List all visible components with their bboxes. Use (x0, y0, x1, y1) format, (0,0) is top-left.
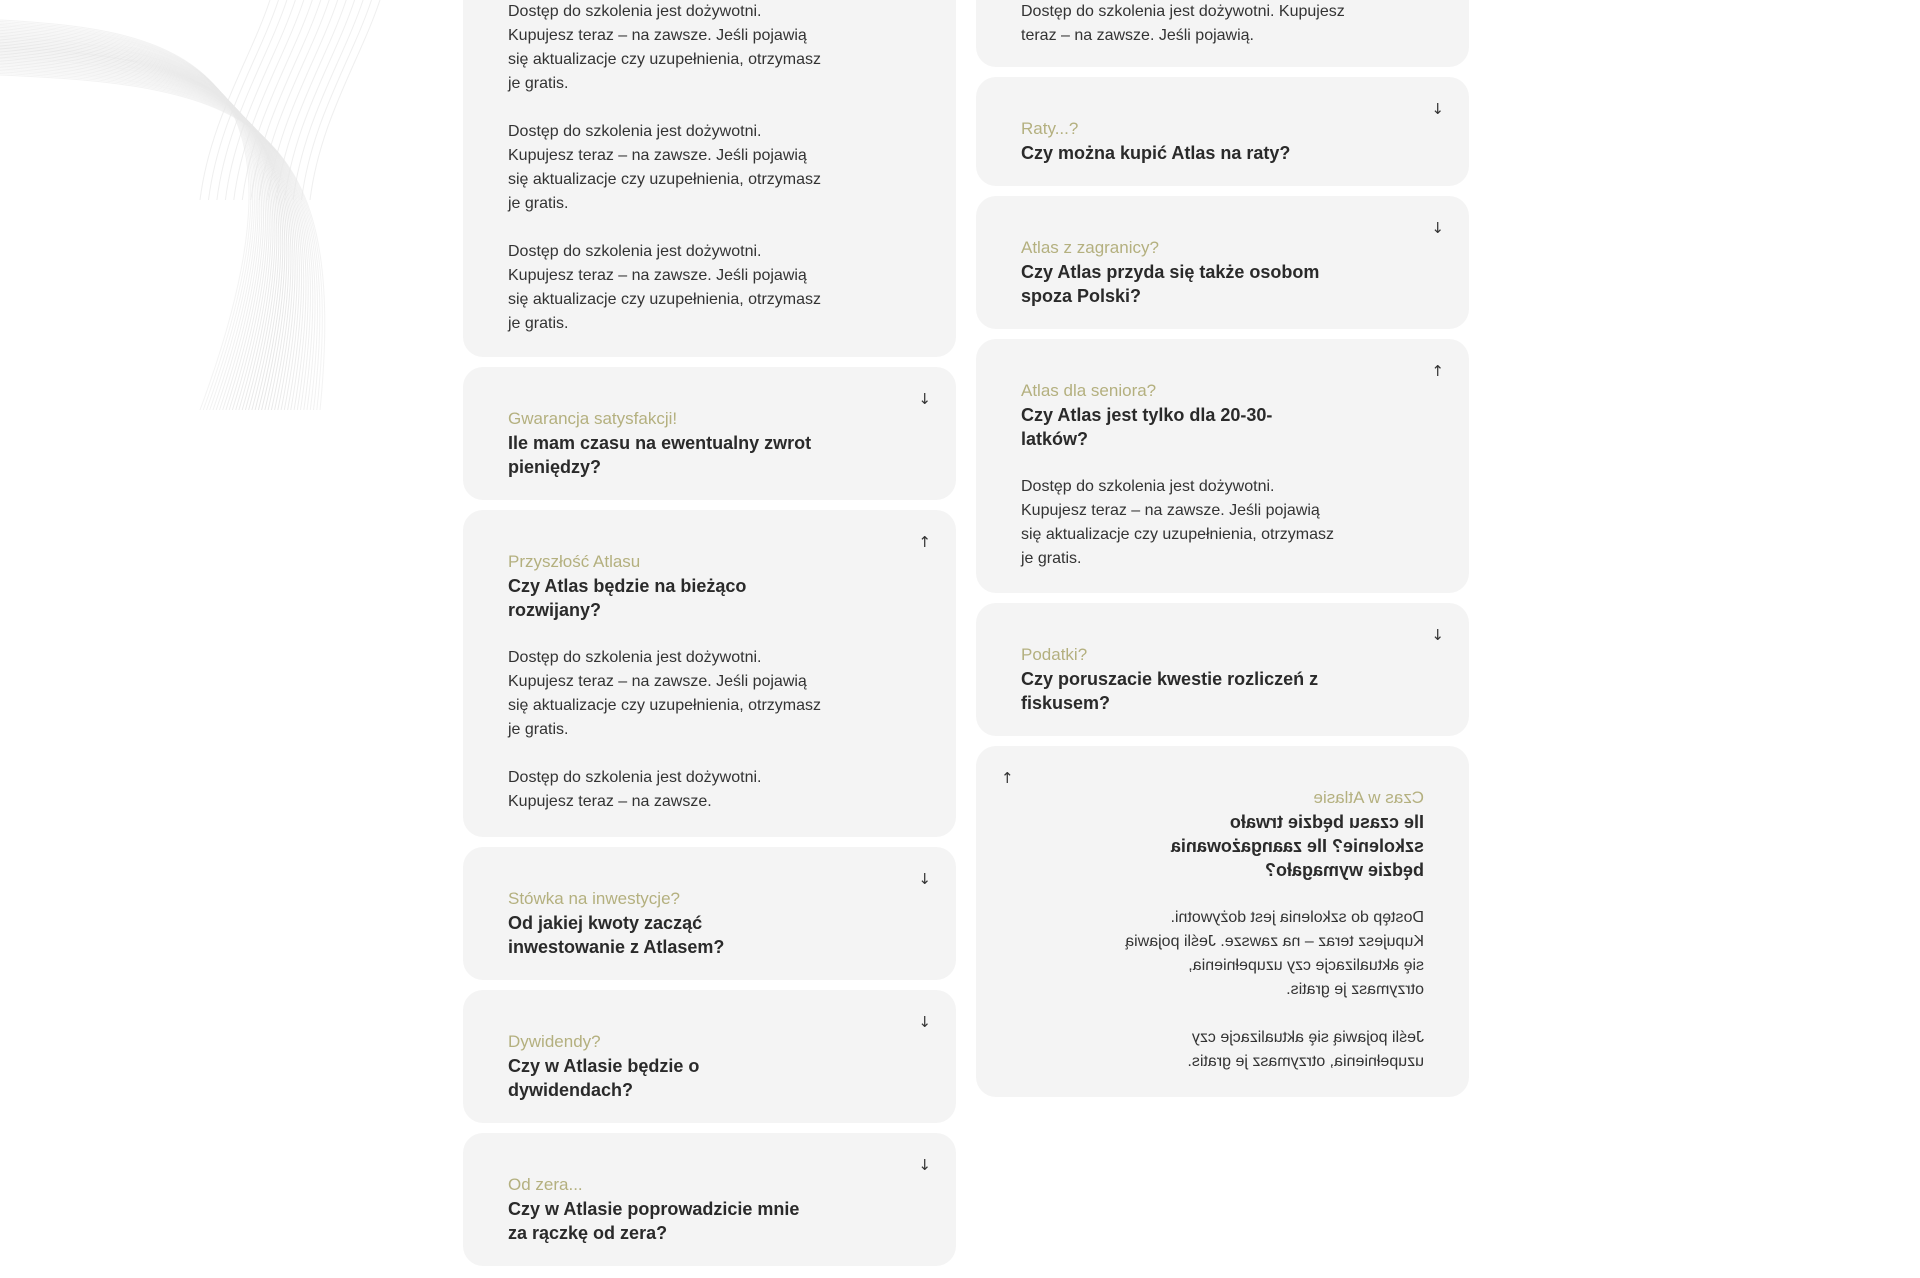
decorative-wave-line (0, 53, 291, 410)
faq-answer (508, 646, 823, 814)
decorative-wave-line (0, 69, 315, 410)
faq-tag: Dywidendy? (508, 1032, 601, 1051)
faq-question: Ile czasu będzie trwało szkolenie? Ile zaangażowania będzie wymagało? (1170, 812, 1424, 880)
down-arrow-icon[interactable]: ↓ (918, 390, 931, 408)
up-arrow-icon[interactable] (918, 0, 931, 2)
faq-answer-paragraph: Jeśli pojawią się aktualizacje czy uzupełnienia, otrzymasz je gratis. (1187, 1029, 1424, 1070)
faq-question: Czy w Atlasie poprowadzicie mnie za rączkę od zera? (508, 1199, 800, 1243)
decorative-wave-line (259, 0, 329, 200)
decorative-wave-line (234, 0, 304, 200)
faq-tag: Stówka na inwestycje? (508, 889, 680, 908)
decorative-wave-line (0, 20, 249, 410)
decorative-wave-line (0, 57, 297, 410)
faq-answer-paragraph: Dostęp do szkolenia jest dożywotni. Kupujesz teraz – na zawsze. Jeśli pojawią się aktualizacje czy uzupełnienia, otrzymasz je gratis. (1125, 909, 1424, 998)
decorative-wave-line (0, 35, 267, 410)
decorative-wave-line (0, 32, 264, 410)
down-arrow-icon[interactable]: ↓ (918, 1156, 931, 1174)
faq-answer-paragraph: Dostęp do szkolenia jest dożywotni. Kupujesz teraz – na zawsze. Jeśli pojawią się aktualizacje czy uzupełnienia, otrzymasz je gratis. (1021, 478, 1335, 567)
down-arrow-icon[interactable]: ↓ (918, 1013, 931, 1031)
down-arrow-icon[interactable]: ↓ (918, 870, 931, 888)
faq-item[interactable] (463, 990, 956, 1123)
decorative-wave-line (0, 63, 306, 410)
faq-question: Ile mam czasu na ewentualny zwrot pieniędzy? (508, 433, 812, 477)
up-arrow-icon[interactable]: ↑ (918, 533, 931, 551)
faq-answer-paragraph: Dostęp do szkolenia jest dożywotni. Kupujesz teraz – na zawsze. Jeśli pojawią się aktualizacje czy uzupełnienia, otrzymasz je gratis. (508, 123, 822, 212)
decorative-wave-line (0, 51, 289, 410)
decorative-wave-line (0, 65, 308, 410)
decorative-wave-line (0, 33, 265, 410)
decorative-wave-line (0, 62, 304, 410)
decorative-wave-line (0, 54, 293, 410)
faq-tag: Podatki? (1021, 645, 1088, 664)
faq-question: Czy w Atlasie będzie o dywidendach? (508, 1056, 700, 1100)
decorative-wave-line (0, 60, 302, 410)
faq-question: Czy Atlas jest tylko dla 20-30-latków? (1021, 405, 1273, 449)
decorative-wave-line (0, 47, 283, 410)
faq-answer-paragraph: Dostęp do szkolenia jest dożywotni. Kupujesz teraz – na zawsze. Jeśli pojawią. (1021, 3, 1345, 44)
decorative-wave-line (242, 0, 312, 200)
faq-tag: Od zera... (508, 1175, 583, 1194)
faq-item[interactable] (463, 510, 956, 837)
faq-answer-paragraph: Dostęp do szkolenia jest dożywotni. Kupujesz teraz – na zawsze. Jeśli pojawią się aktualizacje czy uzupełnienia, otrzymasz je gratis. (508, 3, 822, 92)
decorative-wave-line (0, 68, 313, 410)
decorative-wave-line (293, 0, 363, 200)
faq-answer-paragraph: Dostęp do szkolenia jest dożywotni. Kupujesz teraz – na zawsze. (508, 769, 762, 810)
decorative-wave-line (276, 0, 346, 200)
decorative-wave-line (0, 72, 320, 410)
decorative-wave-line (302, 0, 372, 200)
decorative-wave-line (0, 48, 285, 410)
faq-item[interactable] (976, 196, 1469, 329)
faq-question: Od jakiej kwoty zacząć inwestowanie z Atlasem? (508, 913, 725, 957)
down-arrow-icon[interactable]: ↓ (1431, 100, 1444, 118)
faq-answer (1124, 906, 1424, 1074)
decorative-wave-line (225, 0, 295, 200)
faq-question: Czy Atlas będzie na bieżąco rozwijany? (508, 576, 747, 620)
decorative-wave-line (251, 0, 321, 200)
decorative-wave-line (200, 0, 270, 200)
up-arrow-icon[interactable]: ↑ (1001, 769, 1014, 787)
decorative-wave-line (268, 0, 338, 200)
faq-item[interactable] (976, 77, 1469, 186)
decorative-wave-lines (0, 0, 440, 410)
faq-answer (508, 0, 823, 336)
decorative-wave-line (0, 30, 262, 410)
faq-answer (1021, 475, 1336, 571)
faq-tag: Czas w Atlasie (1313, 788, 1424, 807)
faq-item[interactable] (976, 603, 1469, 736)
faq-tag: Atlas dla seniora? (1021, 381, 1157, 400)
faq-tag: Atlas z zagranicy? (1021, 238, 1159, 257)
decorative-wave-line (0, 23, 253, 410)
decorative-wave-line (0, 41, 275, 410)
faq-item[interactable] (463, 0, 956, 357)
faq-question: Czy Atlas przyda się także osobom spoza Polski? (1021, 262, 1320, 306)
decorative-wave-line (0, 27, 258, 410)
faq-question: Czy poruszacie kwestie rozliczeń z fiskusem? (1021, 669, 1319, 713)
decorative-wave-line (0, 39, 273, 410)
faq-item[interactable] (976, 339, 1469, 593)
decorative-wave-line (310, 0, 380, 200)
decorative-wave-line (0, 29, 260, 410)
decorative-wave-line (0, 74, 322, 411)
faq-tag: Raty...? (1021, 119, 1079, 138)
faq-answer-paragraph: Dostęp do szkolenia jest dożywotni. Kupujesz teraz – na zawsze. Jeśli pojawią się aktualizacje czy uzupełnienia, otrzymasz je gratis. (508, 649, 822, 738)
decorative-wave-line (0, 42, 277, 410)
decorative-wave-line (217, 0, 287, 200)
faq-answer-paragraph: Dostęp do szkolenia jest dożywotni. Kupujesz teraz – na zawsze. Jeśli pojawią się aktualizacje czy uzupełnienia, otrzymasz je gratis. (508, 243, 822, 332)
up-arrow-icon[interactable]: ↑ (1431, 362, 1444, 380)
decorative-wave-line (0, 50, 287, 410)
faq-item[interactable] (463, 367, 956, 500)
decorative-wave-line (0, 56, 295, 410)
decorative-wave-line (0, 75, 325, 410)
decorative-wave-line (0, 25, 254, 411)
down-arrow-icon[interactable]: ↓ (1431, 219, 1444, 237)
faq-tag: Gwarancja satysfakcji! (508, 409, 678, 428)
decorative-wave-line (0, 66, 311, 410)
faq-question: Czy można kupić Atlas na raty? (1021, 143, 1291, 163)
faq-item[interactable] (976, 746, 1469, 1097)
decorative-wave-line (0, 45, 281, 410)
decorative-wave-line (0, 26, 256, 410)
faq-item[interactable] (463, 1133, 956, 1266)
decorative-wave-line (0, 36, 269, 410)
faq-tag: Przyszłość Atlasu (508, 552, 641, 571)
faq-item[interactable] (976, 0, 1469, 67)
decorative-wave-line (209, 0, 279, 200)
decorative-wave-line (0, 71, 318, 411)
faq-item[interactable] (463, 847, 956, 980)
faq-answer (1021, 0, 1361, 48)
decorative-wave-line (285, 0, 355, 200)
decorative-wave-line (0, 22, 251, 411)
decorative-wave-line (0, 38, 271, 410)
down-arrow-icon[interactable]: ↓ (1431, 626, 1444, 644)
decorative-wave-line (0, 44, 279, 410)
decorative-wave-line (0, 59, 299, 410)
